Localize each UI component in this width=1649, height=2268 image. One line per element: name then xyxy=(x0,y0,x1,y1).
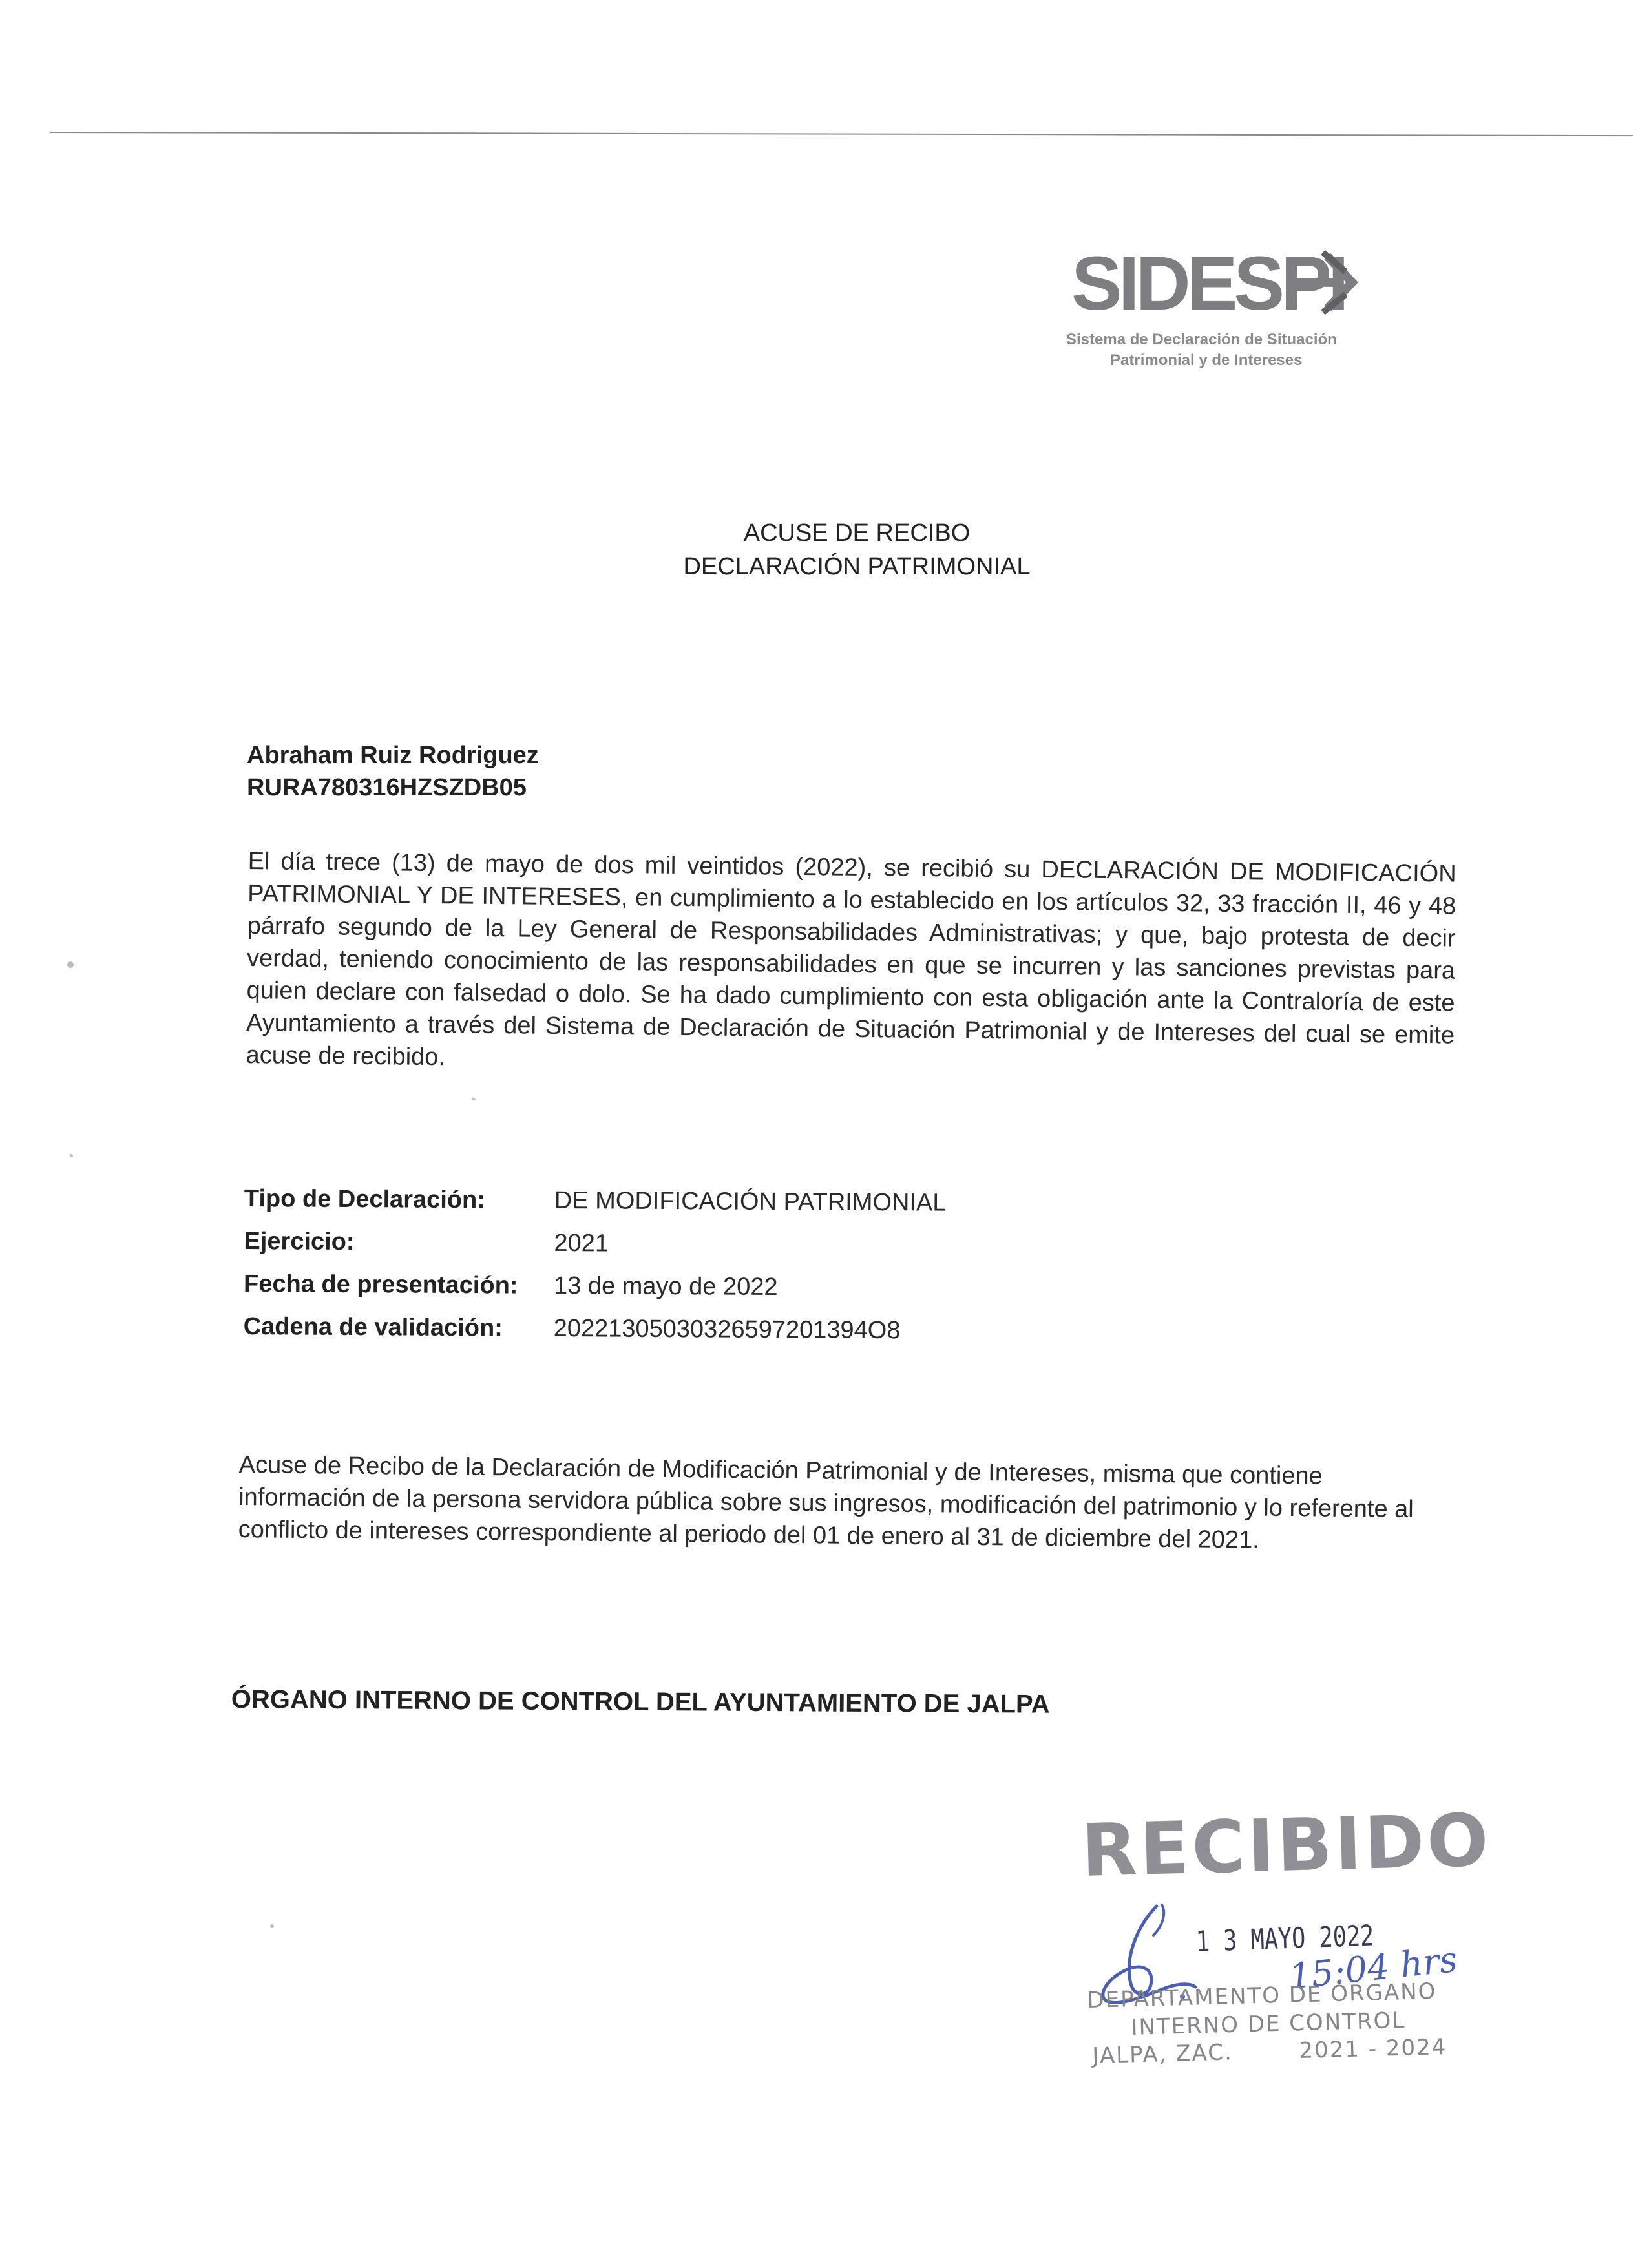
scan-speck xyxy=(270,1924,274,1928)
logo-subtitle-line2: Patrimonial y de Intereses xyxy=(1110,352,1303,369)
detail-value: 20221305030326597201394O8 xyxy=(553,1314,901,1345)
detail-value: 13 de mayo de 2022 xyxy=(553,1272,778,1301)
detail-row-ejercicio xyxy=(244,1228,1084,1276)
top-rule xyxy=(50,132,1633,136)
stamp-handwritten-time: 15:04 hrs xyxy=(1287,1938,1460,1997)
sidespi-logo xyxy=(1066,241,1402,375)
scan-speck xyxy=(70,1154,73,1157)
detail-label: Cadena de validación: xyxy=(243,1312,503,1342)
document-title-line1: ACUSE DE RECIBO xyxy=(743,520,971,547)
received-stamp xyxy=(1073,1798,1493,2106)
declaration-details xyxy=(243,1185,1084,1361)
stamp-date: 1 3 MAYO 2022 xyxy=(1195,1919,1375,1958)
detail-row-fecha xyxy=(244,1270,1084,1318)
person-name: Abraham Ruiz Rodriguez xyxy=(247,742,539,769)
logo-wordmark: SIDESPI xyxy=(1071,241,1345,326)
detail-label: Tipo de Declaración: xyxy=(244,1185,486,1214)
detail-label: Fecha de presentación: xyxy=(243,1270,518,1299)
stamp-department-line1: DEPARTAMENTO DE ÓRGANO xyxy=(1087,1978,1437,2013)
issuing-organ: ÓRGANO INTERNO DE CONTROL DEL AYUNTAMIENTO DE JALPA xyxy=(231,1685,1050,1719)
stamp-department-line2: INTERNO DE CONTROL xyxy=(1131,2007,1406,2041)
logo-arrows-icon xyxy=(1294,246,1370,322)
stamp-location: JALPA, ZAC. xyxy=(1092,2039,1234,2069)
scan-speck xyxy=(472,1098,476,1100)
person-id: RURA780316HZSZDB05 xyxy=(247,774,527,801)
stamp-years: 2021 - 2024 xyxy=(1299,2034,1447,2064)
document-title-line2: DECLARACIÓN PATRIMONIAL xyxy=(683,553,1031,580)
scan-speck xyxy=(67,961,74,968)
logo-subtitle-line1: Sistema de Declaración de Situación xyxy=(1066,331,1337,348)
stamp-word: RECIBIDO xyxy=(1080,1798,1493,1893)
detail-row-cadena xyxy=(243,1313,1083,1361)
detail-value: 2021 xyxy=(554,1229,609,1257)
closing-paragraph: Acuse de Recibo de la Declaración de Modificación Patrimonial y de Intereses, misma que contiene información de la persona servidora pública sobre sus ingresos, modificación del patrimonio y lo referente al conflicto de intereses correspondiente al periodo del 01 de enero al 31 de diciembre del 2021. xyxy=(238,1451,1414,1554)
detail-label: Ejercicio: xyxy=(244,1227,355,1256)
body-paragraph: El día trece (13) de mayo de dos mil veintidos (2022), se recibió su DECLARACIÓN DE MODIFICACIÓN PATRIMONIAL Y DE INTERESES, en cumplimiento a lo establecido en los artículos 32, 33 fracción II, 46 y 48 párrafo segundo de la Ley General de Responsabilidades Administrativas; y que, bajo protesta de decir verdad, teniendo conocimiento de las responsabilidades en que se incurren y las sanciones previstas para quien declare con falsedad o dolo. Se ha dado cumplimiento con esta obligación ante la Contraloría de este Ayuntamiento a través del Sistema de Declaración de Situación Patrimonial y de Intereses del cual se emite acuse de recibido. xyxy=(246,847,1456,1071)
detail-value: DE MODIFICACIÓN PATRIMONIAL xyxy=(554,1186,947,1217)
detail-row-tipo xyxy=(244,1185,1084,1233)
